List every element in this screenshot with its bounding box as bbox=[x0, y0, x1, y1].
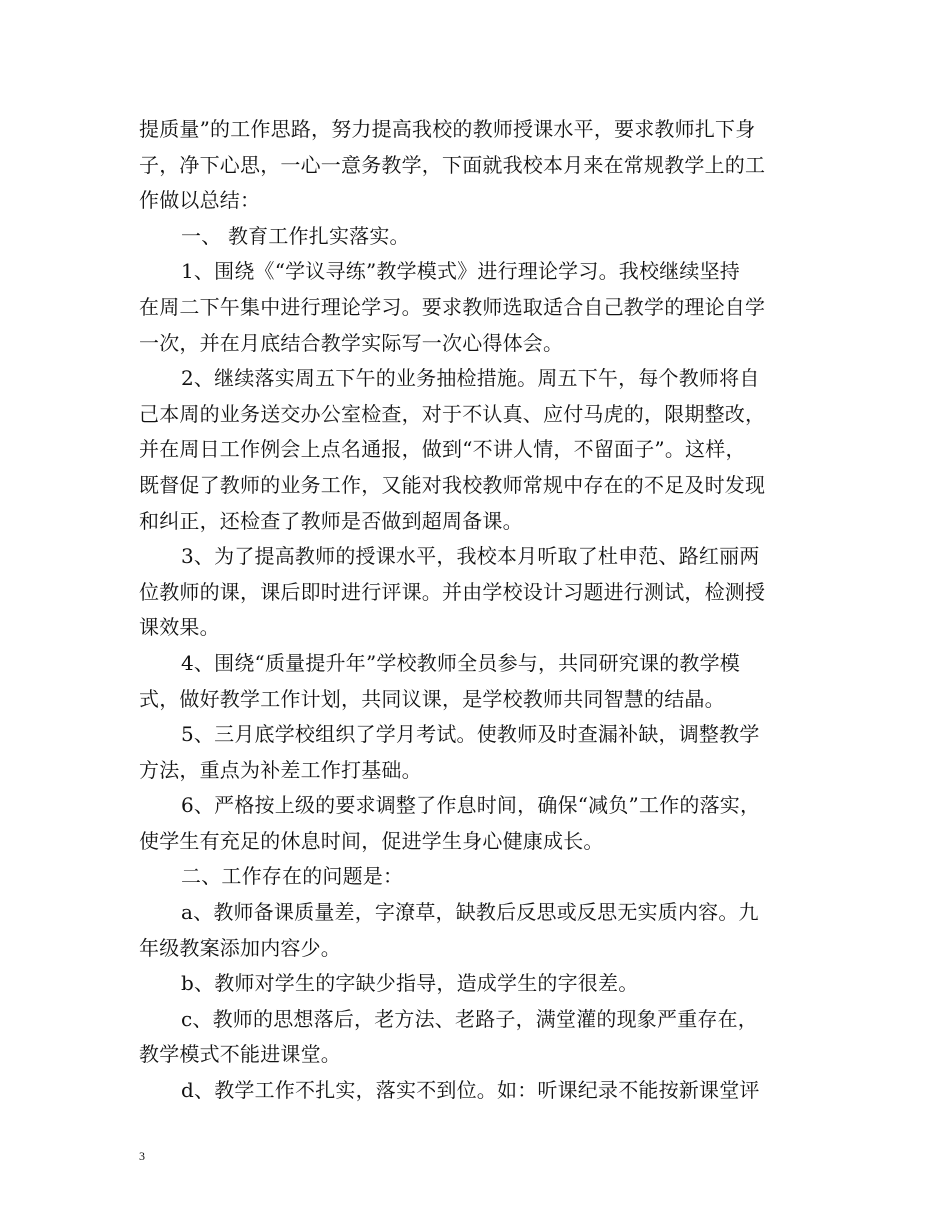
text-line: d、教学工作不扎实，落实不到位。如：听课纪录不能按新课堂评 bbox=[181, 1078, 760, 1103]
text-line: 1、围绕《“学议寻练”教学模式》进行理论学习。我校继续坚持 bbox=[181, 259, 740, 284]
text-line: c、教师的思想落后，老方法、老路子，满堂灌的现象严重存在， bbox=[181, 1006, 759, 1031]
text-line: 4、围绕“质量提升年”学校教师全员参与，共同研究课的教学模 bbox=[181, 650, 740, 675]
text-line: 作做以总结： bbox=[139, 188, 261, 213]
text-line: 课效果。 bbox=[139, 615, 220, 640]
text-line: 在周二下午集中进行理论学习。要求教师选取适合自己教学的理论自学 bbox=[139, 294, 766, 319]
text-line: 一、 教育工作扎实落实。 bbox=[181, 223, 410, 248]
text-line: 子，净下心思，一心一意务教学，下面就我校本月来在常规教学上的工 bbox=[139, 152, 766, 177]
text-line: 己本周的业务送交办公室检查，对于不认真、应付马虎的，限期整改， bbox=[139, 401, 766, 426]
text-line: 6、严格按上级的要求调整了作息时间，确保“减负”工作的落实， bbox=[181, 793, 761, 818]
document-body bbox=[139, 112, 815, 1109]
text-line: 和纠正，还检查了教师是否做到超周备课。 bbox=[139, 508, 523, 533]
text-line: 既督促了教师的业务工作，又能对我校教师常规中存在的不足及时发现 bbox=[139, 472, 766, 497]
text-line: 年级教案添加内容少。 bbox=[139, 935, 341, 960]
text-line: 并在周日工作例会上点名通报，做到“不讲人情，不留面子”。这样， bbox=[139, 437, 746, 462]
text-line: 5、三月底学校组织了学月考试。使教师及时查漏补缺，调整教学 bbox=[181, 722, 760, 747]
text-line: 方法，重点为补差工作打基础。 bbox=[139, 757, 422, 782]
text-line: 提质量”的工作思路，努力提高我校的教师授课水平，要求教师扎下身 bbox=[139, 117, 756, 141]
text-line: 二、工作存在的问题是： bbox=[181, 864, 404, 889]
text-line: 使学生有充足的休息时间，促进学生身心健康成长。 bbox=[139, 828, 604, 853]
page-number: 3 bbox=[139, 1149, 145, 1163]
text-line: 位教师的课，课后即时进行评课。并由学校设计习题进行测试，检测授 bbox=[139, 579, 766, 604]
text-line: 2、继续落实周五下午的业务抽检措施。周五下午，每个教师将自 bbox=[181, 366, 760, 391]
text-line: 3、为了提高教师的授课水平，我校本月听取了杜申范、路红丽两 bbox=[181, 544, 760, 569]
text-line: 式，做好教学工作计划，共同议课，是学校教师共同智慧的结晶。 bbox=[139, 686, 725, 711]
text-line: 教学模式不能进课堂。 bbox=[139, 1042, 341, 1067]
text-line: b、教师对学生的字缺少指导，造成学生的字很差。 bbox=[181, 971, 639, 996]
text-line: a、教师备课质量差，字潦草，缺教后反思或反思无实质内容。九 bbox=[181, 900, 759, 925]
text-line: 一次，并在月底结合教学实际写一次心得体会。 bbox=[139, 330, 564, 355]
